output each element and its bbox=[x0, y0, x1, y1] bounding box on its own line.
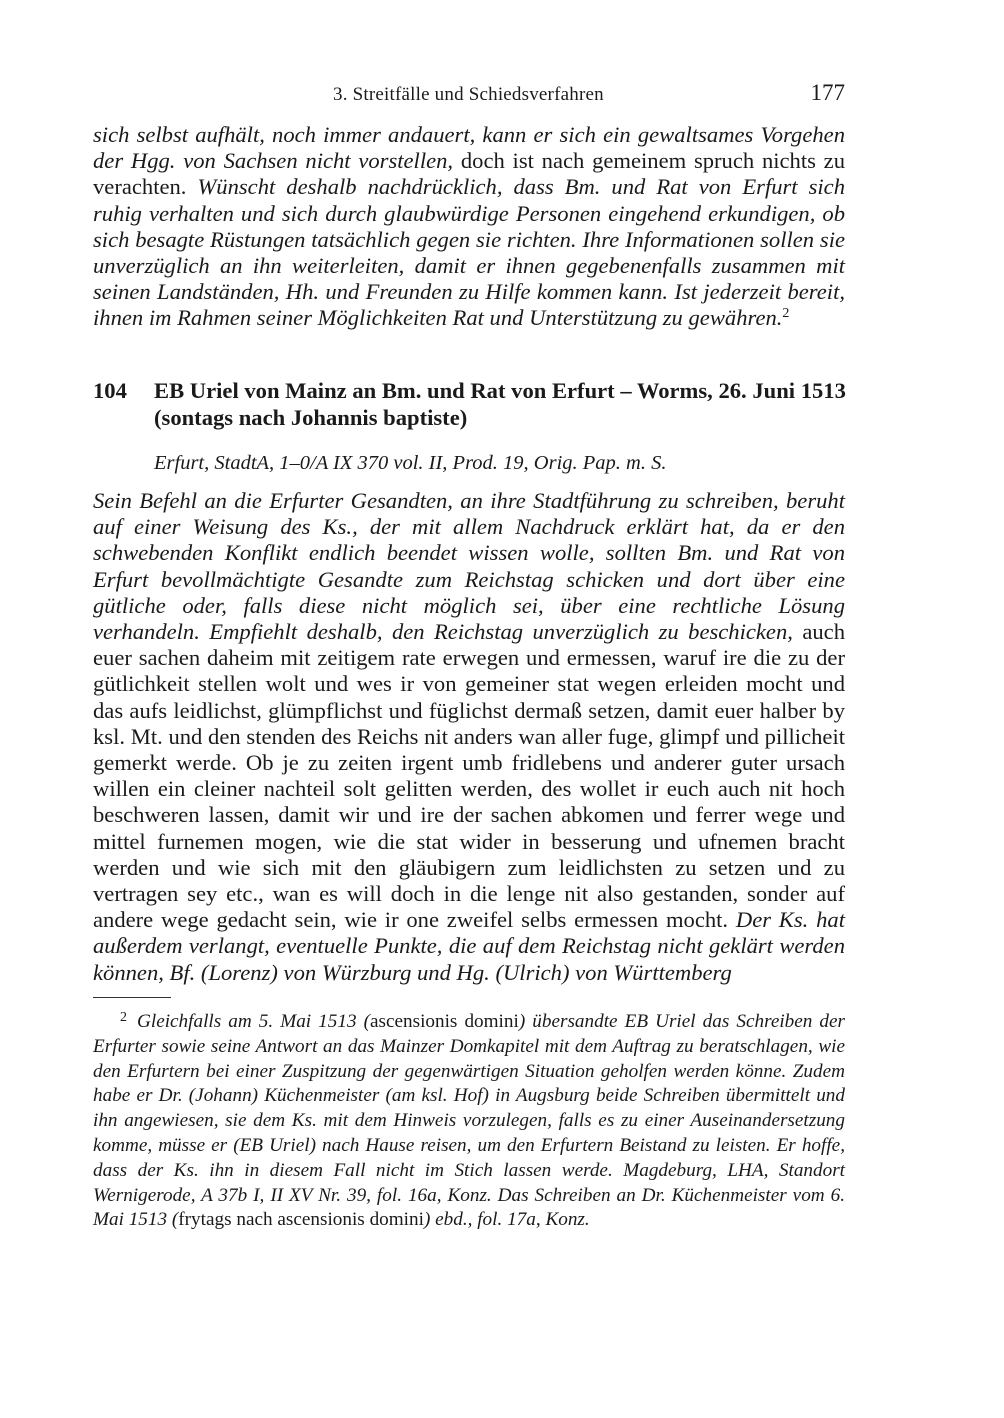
text-segment: ) ebd., fol. 17a, Konz. bbox=[423, 1209, 590, 1231]
footnote-number: 2 bbox=[120, 1010, 127, 1025]
text-segment: doch ist nach gemeinem spruch nichts zu verachten. bbox=[93, 148, 846, 200]
entry-paragraph bbox=[93, 488, 845, 986]
page-number: 177 bbox=[810, 80, 845, 105]
text-segment: ) übersandte EB Uriel das Schreiben der Erfurter sowie seine Antwort an das Mainzer Domkapitel mit dem Auftrag zu beratschlagen, wie den Erfurtern bei einer Zuspitzung der gegenwärtigen Situation geholfen werden könne. Zudem habe er Dr. (Johann) Küchenmeister (am ksl. Hof) in Augsburg beide Schreiben übermittelt und ihn angewiesen, sie dem Ks. mit dem Hinweis vorzulegen, falls es zu einer Auseinandersetzung komme, müsse er (EB Uriel) nach Hause reisen, um den Erfurtern Beistand zu leisten. Er hoffe, dass der Ks. ihn in diesem Fall nicht im Stich lassen werde. Magdeburg, LHA, Standort Wernigerode, A 37b I, II XV Nr. 39, fol. 16a, Konz. Das Schreiben an Dr. Küchenmeister vom 6. Mai 1513 ( bbox=[93, 1011, 846, 1231]
source-citation: Erfurt, StadtA, 1–0/A IX 370 vol. II, Prod. 19, Orig. Pap. m. S. bbox=[154, 452, 667, 474]
entry-number: 104 bbox=[93, 378, 127, 403]
entry-body-block bbox=[93, 488, 845, 986]
footnote-reference[interactable]: 2 bbox=[782, 306, 790, 322]
text-segment: frytags nach ascensionis domini bbox=[178, 1209, 424, 1231]
text-segment: auch euer sachen daheim mit zeitigem rate erwegen und ermessen, waruf ire die zu der gütlichkeit stellen wolt und wes ir von gemeiner stat wegen erleiden mocht und das aufs leidlichst, glümpflichst und füglichst dermaß setzen, damit euer halber by ksl. Mt. und den stenden des Reichs nit anders wan aller fuge, glimpf und pillicheit gemerkt werde. Ob je zu zeiten irgent umb fridlebens und anderer guter ursach willen ein cleiner nachteil solt gelitten werden, des wollet ir euch auch nit hoch beschweren lassen, damit wir und ire der sachen abkomen und ferrer wege und mittel furnemen mogen, wie die stat wider in besserung und ufnemen bracht werden und wie sich mit den gläubigern zum leidlichsten zu setzen und zu vertragen sey etc., wan es will doch in die lenge nit also gestanden, sonder auf andere wege gedacht sein, wie ir one zweifel selbs ermessen mocht. bbox=[93, 619, 845, 933]
entry-title-line: EB Uriel von Mainz an Bm. und Rat von Erfurt – Worms, 26. Juni 1513 bbox=[154, 378, 846, 403]
text-segment: Sein Befehl an die Erfurter Gesandten, an ihre Stadtführung zu schreiben, beruht auf einer Weisung des Ks., der mit allem Nachdruck erklärt hat, da er den schwebenden Konflikt endlich beendet wissen wolle, sollten Bm. und Rat von Erfurt bevollmächtigte Gesandte zum Reichstag schicken und dort über eine gütliche oder, falls diese nicht möglich sei, über eine rechtliche Lösung verhandeln. Empfiehlt deshalb, den Reichstag unverzüglich zu beschicken, bbox=[93, 488, 845, 645]
continuation-paragraph bbox=[93, 122, 845, 332]
text-segment: Wünscht deshalb nachdrücklich, dass Bm. und Rat von Erfurt sich ruhig verhalten und sich durch glaubwürdige Personen eingehend erkundigen, ob sich besagte Rüstungen tatsächlich gegen sie richten. Ihre Informationen sollen sie unverzüglich an ihn weiterleiten, damit er ihnen gegebenenfalls zusammen mit seinen Landständen, Hh. und Freunden zu Hilfe kommen kann. Ist jederzeit bereit, ihnen im Rahmen seiner Möglichkeiten Rat und Unterstützung zu gewähren. bbox=[93, 174, 845, 331]
entry-title bbox=[154, 377, 854, 431]
running-head-title: 3. Streitfälle und Schiedsverfahren bbox=[333, 84, 604, 105]
footnote bbox=[93, 1010, 845, 1233]
text-segment: Gleichfalls am 5. Mai 1513 ( bbox=[137, 1011, 370, 1032]
text-segment: ascensionis domini bbox=[370, 1011, 519, 1032]
footnote-divider bbox=[93, 997, 171, 998]
continuation-paragraph-block bbox=[93, 122, 845, 332]
entry-title-line: (sontags nach Johannis baptiste) bbox=[154, 405, 468, 430]
running-head bbox=[93, 80, 845, 108]
text-segment: Der Ks. hat außerdem verlangt, eventuelle Punkte, die auf dem Reichstag nicht geklärt werden können, Bf. (Lorenz) von Würzburg und Hg. (Ulrich) von Württemberg bbox=[93, 907, 845, 985]
text-segment: sich selbst aufhält, noch immer andauert, kann er sich ein gewaltsames Vorgehen der Hgg. von Sachsen nicht vorstellen, bbox=[93, 122, 845, 174]
